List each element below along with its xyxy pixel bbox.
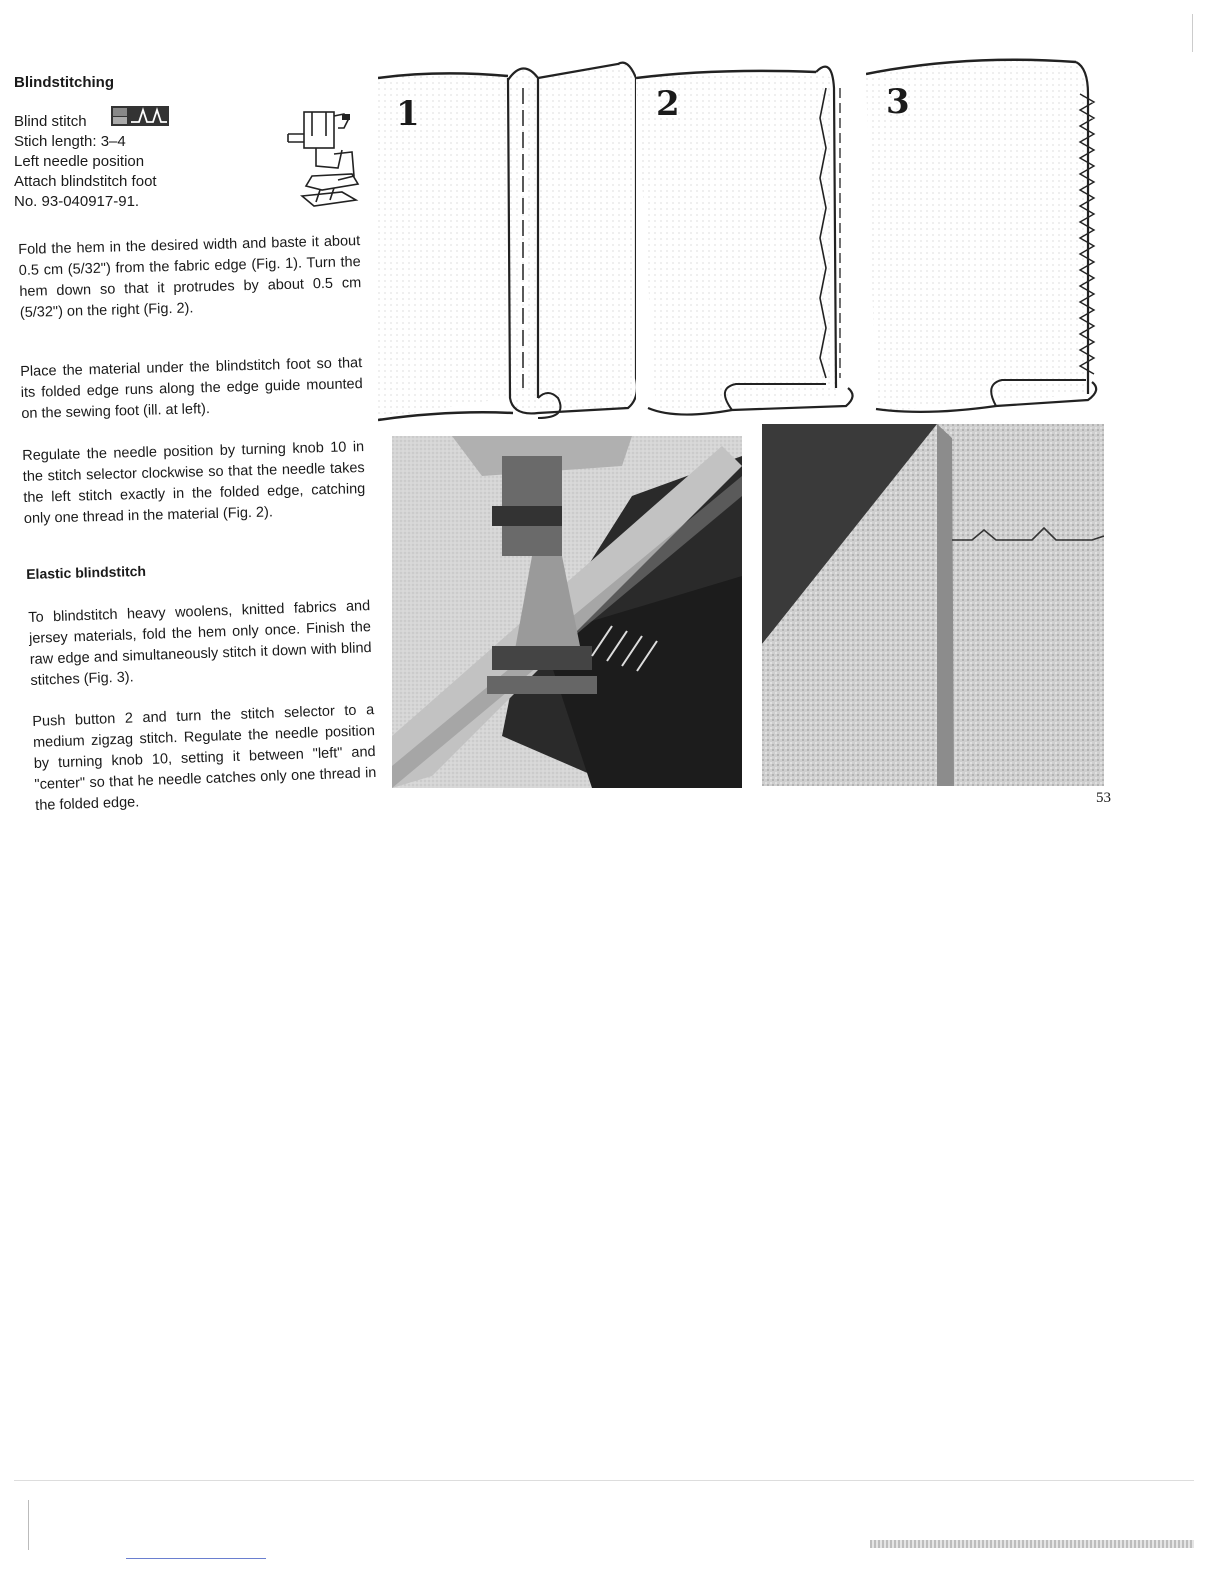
setting-line: Blind stitch	[14, 112, 169, 132]
setting-line: No. 93-040917-91.	[14, 193, 140, 211]
scan-mark	[1192, 14, 1193, 52]
paragraph: Regulate the needle position by turning knob 10 in the stitch selector clockwise so that the needle takes the left stitch exactly in the folded edge, catching only one thread in the material (Fig. 2).	[22, 439, 366, 527]
figure-number: 3	[886, 82, 910, 122]
fabric-closeup-photo	[762, 424, 1104, 786]
page-number: 53	[1096, 790, 1111, 806]
blindstitch-foot-icon	[282, 106, 368, 216]
setting-line: Stich length: 3–4	[14, 133, 126, 151]
scan-line	[14, 1480, 1194, 1481]
figure-number: 1	[396, 94, 420, 134]
subsection-title: Elastic blindstitch	[26, 562, 147, 582]
scan-mark	[28, 1500, 29, 1550]
scan-bar	[870, 1540, 1194, 1548]
paragraph: Fold the hem in the desired width and baste it about 0.5 cm (5/32") from the fabric edge (Fig. 1). Turn the hem down so that it protrudes by about 0.5 cm (5/32") on the right (Fig. 2).	[18, 233, 362, 321]
paragraph: To blindstitch heavy woolens, knitted fabrics and jersey materials, fold the hem only once. Finish the raw edge and simultaneously stitch it down with blind stitches (Fig. 3).	[28, 598, 372, 689]
setting-line: Attach blindstitch foot	[14, 173, 157, 191]
figure-number: 2	[656, 84, 680, 124]
paragraph: Place the material under the blindstitch foot so that its folded edge runs along the edge guide mounted on the sewing foot (ill. at left).	[20, 355, 363, 422]
setting-line: Left needle position	[14, 153, 145, 171]
blind-stitch-symbol-icon	[111, 106, 169, 126]
settings-list	[14, 112, 169, 212]
paragraph: Push button 2 and turn the stitch selector to a medium zigzag stitch. Regulate the needle position by turning knob 10, setting it between "left" and "center" so that he needle catches only one thread in the folded edge.	[32, 702, 377, 814]
scan-line	[126, 1558, 266, 1559]
section-title: Blindstitching	[14, 74, 114, 91]
sewing-foot-photo	[392, 436, 742, 788]
